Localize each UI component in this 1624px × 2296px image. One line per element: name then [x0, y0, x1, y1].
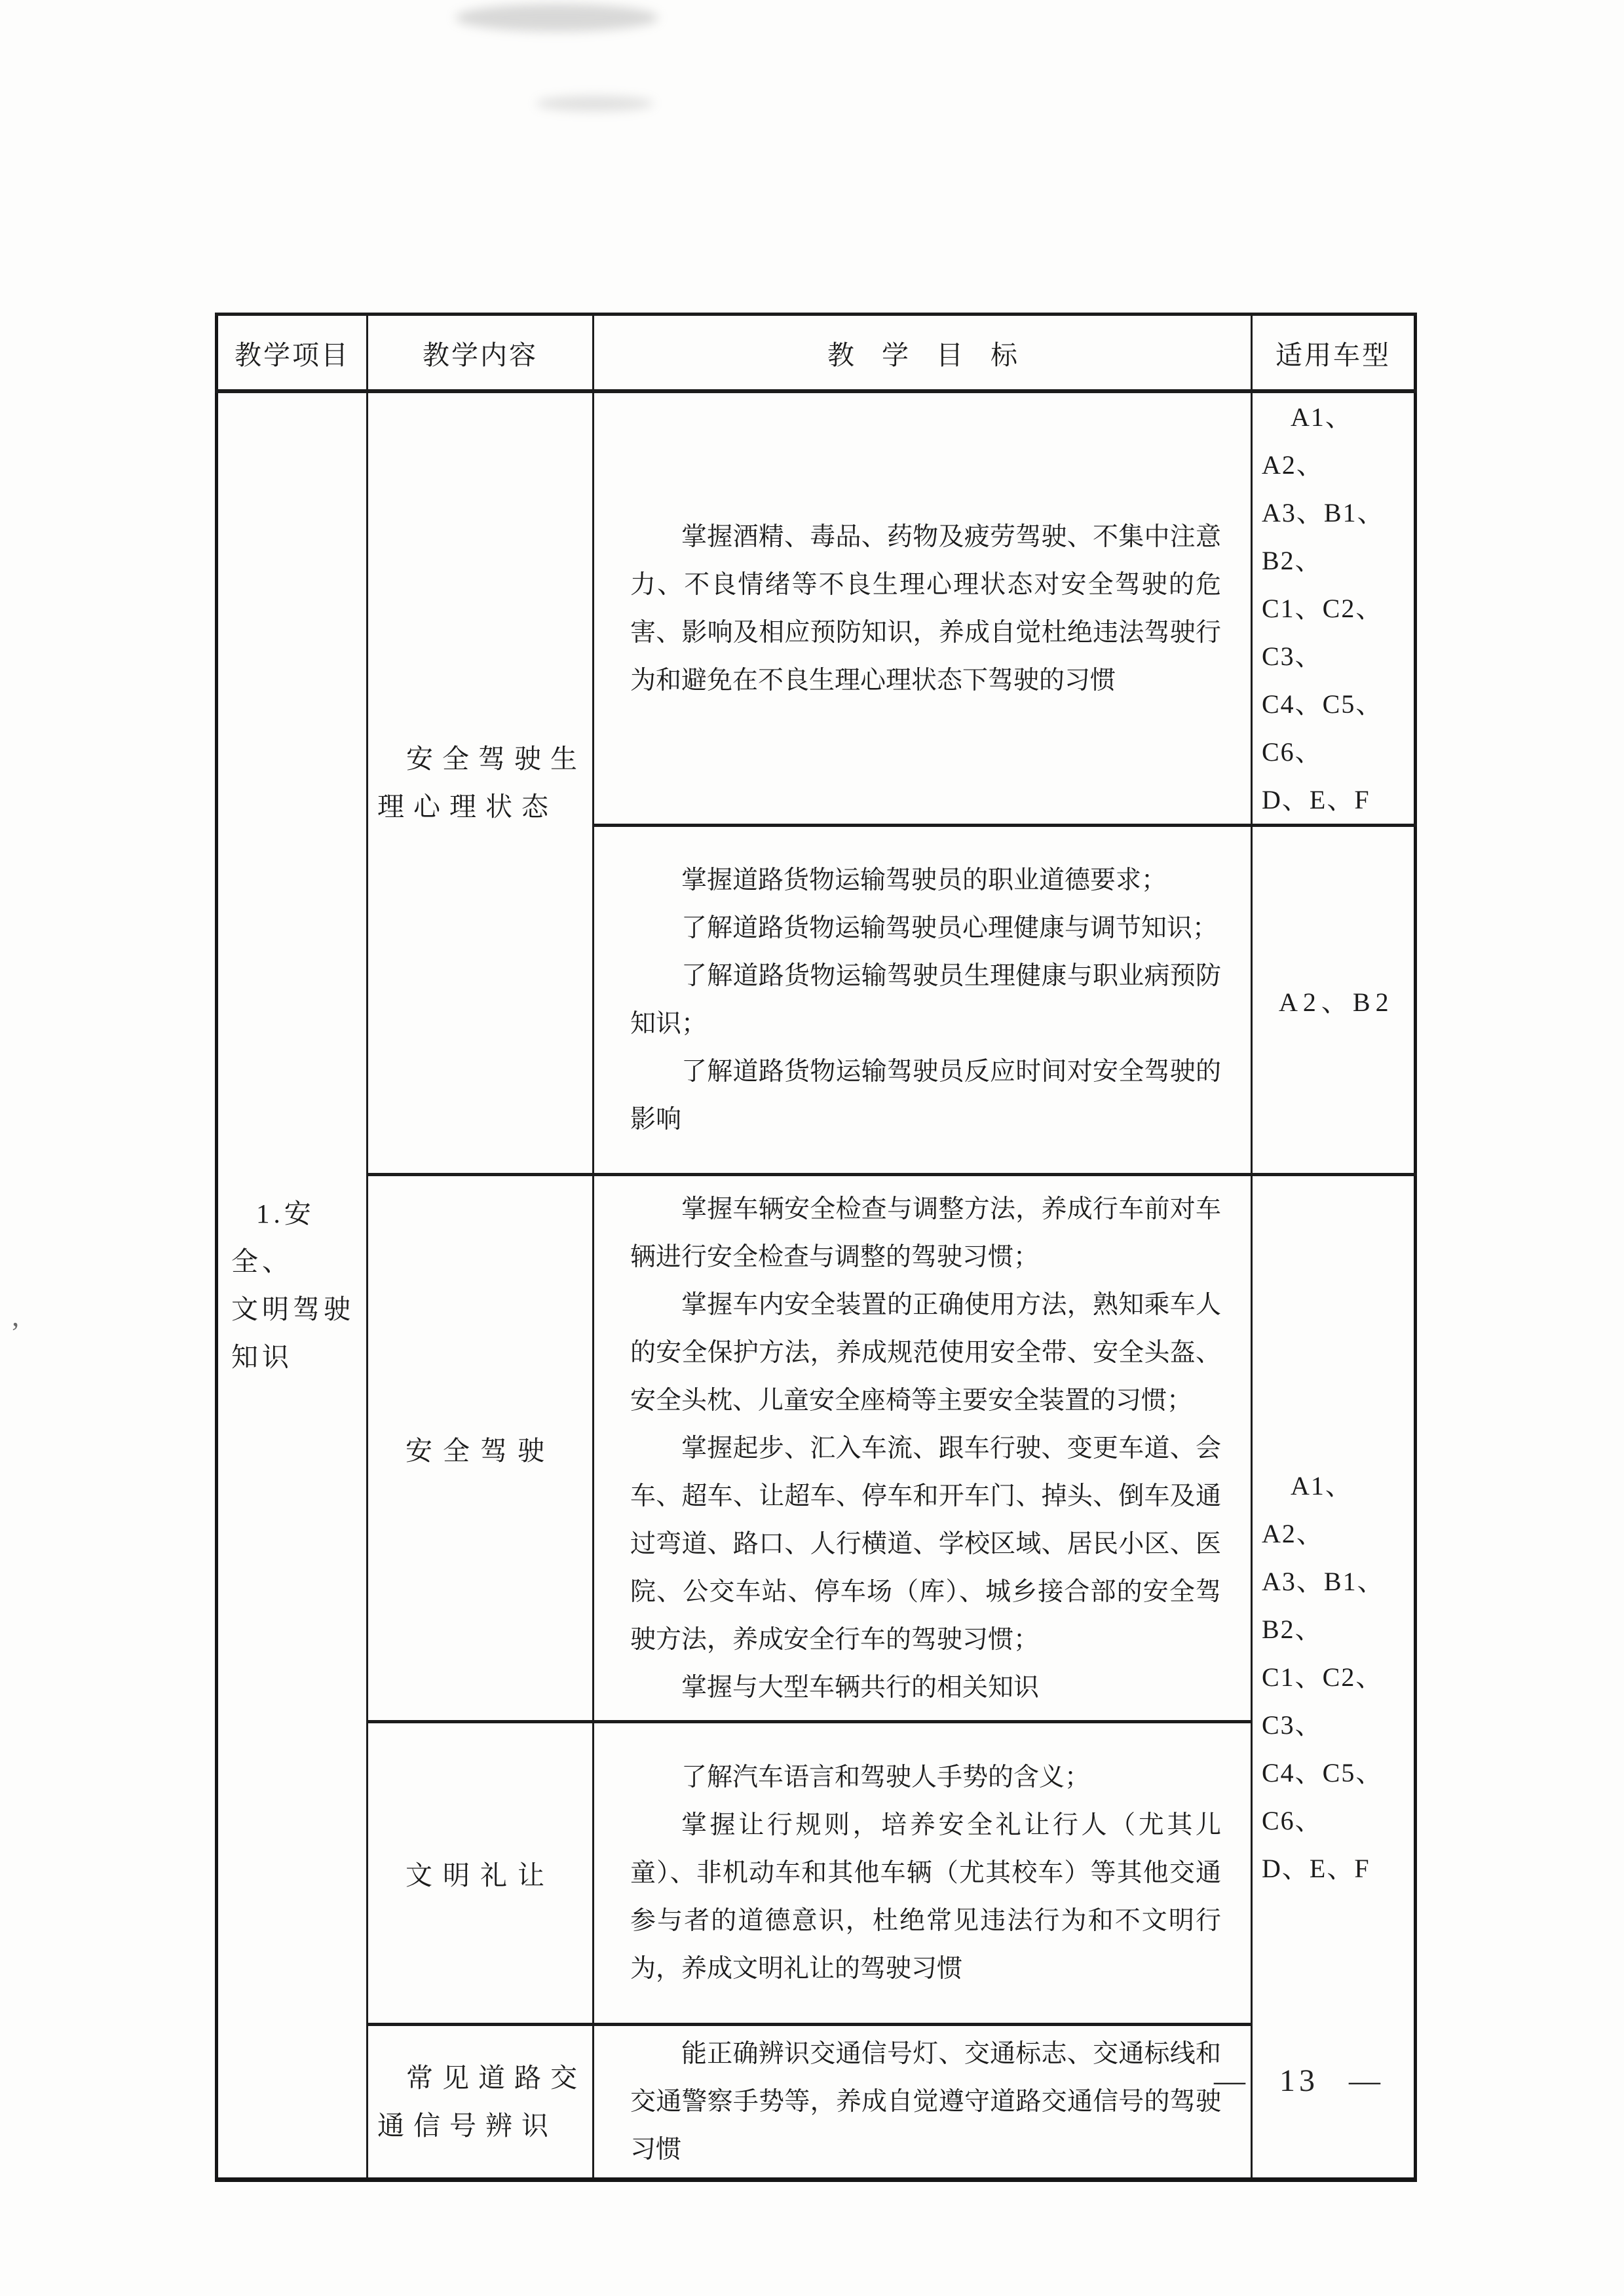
cell-content-safe-driving: 安全驾驶 — [368, 1175, 594, 1722]
content-line: 常见道路交 — [406, 2062, 586, 2093]
cell-objective-1 — [594, 391, 1252, 826]
objective-paragraph: 掌握车内安全装置的正确使用方法，熟知乘车人的安全保护方法，养成规范使用安全带、安全头盔、安全头枕、儿童安全座椅等主要安全装置的习惯； — [630, 1290, 1221, 1415]
vehicle-line: A3、B1、B2、 — [1262, 1566, 1385, 1644]
cell-objective-2 — [594, 826, 1252, 1175]
project-line: 1.安全、 — [231, 1198, 315, 1276]
objective-paragraph: 了解道路货物运输驾驶员生理健康与职业病预防知识； — [630, 962, 1221, 1038]
objective-paragraph: 了解道路货物运输驾驶员心理健康与调节知识； — [681, 914, 1218, 942]
content-line: 理心理状态 — [377, 792, 557, 822]
page-number: — 13 — — [1214, 2063, 1384, 2098]
cell-objective-3 — [594, 1175, 1252, 1722]
header-objective-label: 教学目标 — [827, 339, 1045, 370]
header-content: 教学内容 — [368, 315, 594, 392]
margin-mark: ’ — [10, 1316, 20, 1349]
objective-paragraph: 掌握道路货物运输驾驶员的职业道德要求； — [681, 866, 1167, 894]
objective-paragraph: 了解汽车语言和驾驶人手势的含义； — [681, 1763, 1091, 1791]
teaching-syllabus-table — [215, 313, 1417, 2182]
objective-paragraph: 掌握与大型车辆共行的相关知识 — [681, 1673, 1040, 1702]
objective-paragraph: 掌握酒精、毒品、药物及疲劳驾驶、不集中注意力、不良情绪等不良生理心理状态对安全驾驶的危害、影响及相应预防知识，养成自觉杜绝违法驾驶行为和避免在不良生理心理状态下驾驶的习惯 — [630, 522, 1221, 695]
vehicle-line: A1、A2、 — [1262, 1470, 1353, 1548]
header-vehicle: 适用车型 — [1252, 315, 1416, 392]
vehicle-line: C4、C5、C6、 — [1262, 689, 1384, 767]
vehicle-line: A3、B1、B2、 — [1262, 498, 1385, 575]
header-project: 教学项目 — [217, 315, 368, 392]
cell-content-traffic-signals — [368, 2025, 594, 2180]
vehicle-line: D、E、F — [1262, 785, 1370, 814]
content-line: 安全驾驶生 — [406, 744, 586, 774]
objective-paragraph: 能正确辨识交通信号灯、交通标志、交通标线和交通警察手势等，养成自觉遵守道路交通信号的驾驶习惯 — [630, 2040, 1221, 2164]
cell-vehicles-1 — [1252, 391, 1416, 826]
vehicle-line: D、E、F — [1262, 1853, 1370, 1883]
scan-smudge — [455, 4, 658, 31]
table-header-row — [217, 315, 1416, 392]
objective-paragraph: 掌握让行规则，培养安全礼让行人（尤其儿童）、非机动车和其他车辆（尤其校车）等其他交通参与者的道德意识，杜绝常见违法行为和不文明行为，养成文明礼让的驾驶习惯 — [630, 1811, 1221, 1983]
scan-smudge — [536, 96, 654, 111]
vehicle-line: C1、C2、C3、 — [1262, 1662, 1384, 1740]
table-row — [217, 2025, 1416, 2180]
cell-vehicles-2: A2、B2 — [1252, 826, 1416, 1175]
table-row — [217, 391, 1416, 826]
table-row — [217, 1722, 1416, 2025]
vehicle-line: A1、A2、 — [1262, 402, 1353, 480]
objective-paragraph: 掌握车辆安全检查与调整方法，养成行车前对车辆进行安全检查与调整的驾驶习惯； — [630, 1195, 1221, 1271]
header-objective — [594, 315, 1252, 392]
objective-paragraph: 了解道路货物运输驾驶员反应时间对安全驾驶的影响 — [630, 1058, 1221, 1134]
project-line: 文明驾驶 — [231, 1293, 354, 1324]
cell-content-courtesy: 文明礼让 — [368, 1722, 594, 2025]
vehicle-line: C1、C2、C3、 — [1262, 594, 1384, 671]
vehicle-line: C4、C5、C6、 — [1262, 1757, 1384, 1835]
table-row — [217, 1175, 1416, 1722]
content-line: 通信号辨识 — [377, 2110, 557, 2141]
cell-project-safety-civilized-driving — [217, 391, 368, 2180]
cell-objective-5 — [594, 2025, 1252, 2180]
cell-vehicles-3 — [1252, 1175, 1416, 2180]
cell-content-psych-state — [368, 391, 594, 1175]
project-line: 知识 — [231, 1341, 293, 1372]
objective-paragraph: 掌握起步、汇入车流、跟车行驶、变更车道、会车、超车、让超车、停车和开车门、掉头、倒车及通过弯道、路口、人行横道、学校区域、居民小区、医院、公交车站、停车场（库）、城乡接合部的安全驾驶方法，养成安全行车的驾驶习惯； — [630, 1434, 1221, 1654]
cell-objective-4 — [594, 1722, 1252, 2025]
